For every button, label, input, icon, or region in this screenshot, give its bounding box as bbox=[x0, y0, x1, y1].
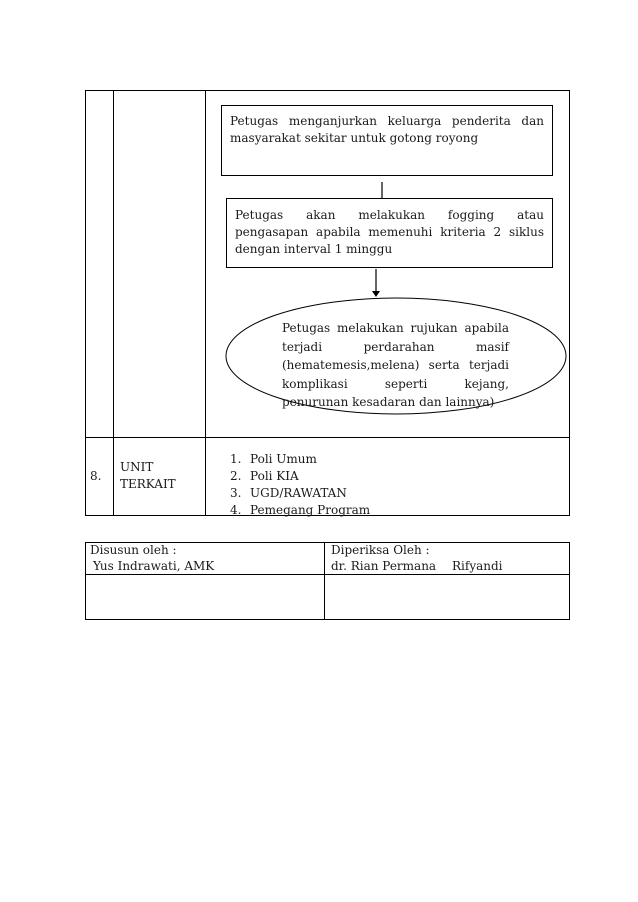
table-right-border bbox=[569, 90, 570, 516]
flow-step-1-box bbox=[221, 105, 553, 176]
row-label: UNIT TERKAIT bbox=[120, 460, 176, 491]
flow-step-2-box bbox=[226, 198, 553, 268]
list-item: 4. Pemegang Program bbox=[230, 503, 371, 517]
sig-bottom-border bbox=[85, 619, 570, 620]
related-units-list bbox=[230, 451, 530, 519]
sig-left-border bbox=[85, 542, 86, 620]
sig-column-divider bbox=[324, 542, 325, 620]
flow-step-1-text: Petugas menganjurkan keluarga penderita dan masyarakat sekitar untuk gotong royong bbox=[230, 114, 544, 145]
row-divider bbox=[85, 437, 570, 438]
row-number: 8. bbox=[90, 469, 102, 483]
checked-by-name: dr. Rian Permana bbox=[331, 559, 437, 573]
list-item: 2. Poli KIA bbox=[230, 469, 299, 483]
table-top-border bbox=[85, 90, 570, 91]
flow-step-3-text: Petugas melakukan rujukan apabila terjadi perdarahan masif (hematemesis,melena) serta terjadi komplikasi seperti kejang, penurunan kesadaran dan lainnya) bbox=[282, 321, 509, 409]
column-divider-2 bbox=[205, 90, 206, 516]
table-left-border bbox=[85, 90, 86, 516]
prepared-by-name: Yus Indrawati, AMK bbox=[93, 559, 215, 573]
list-item: 3. UGD/RAWATAN bbox=[230, 486, 347, 500]
arrow-down-icon bbox=[370, 269, 382, 299]
flow-step-2-text: Petugas akan melakukan fogging atau pengasapan apabila memenuhi kriteria 2 siklus dengan interval 1 minggu bbox=[235, 208, 544, 256]
prepared-by-label: Disusun oleh : bbox=[90, 543, 177, 557]
list-item: 1. Poli Umum bbox=[230, 452, 317, 466]
checked-by-name-2: Rifyandi bbox=[452, 559, 503, 573]
sig-right-border bbox=[569, 542, 570, 620]
checked-by-label: Diperiksa Oleh : bbox=[331, 543, 430, 557]
column-divider-1 bbox=[113, 90, 114, 516]
